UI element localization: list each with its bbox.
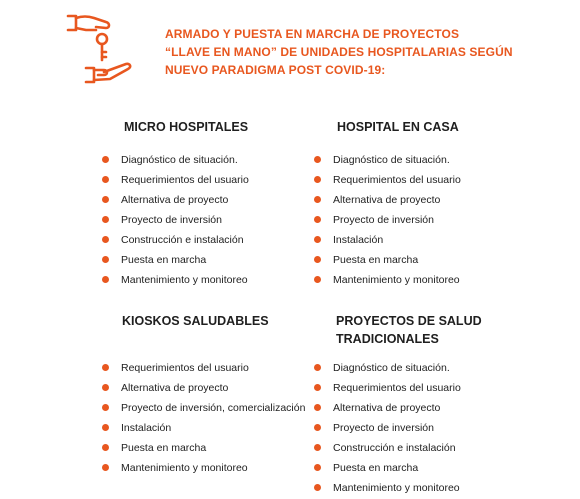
section-title-line: TRADICIONALES [336,332,439,346]
header-title-line: NUEVO PARADIGMA POST COVID-19: [165,63,386,77]
list-item [314,210,461,230]
list-item-label: Instalación [333,234,384,246]
bullet-icon [102,364,109,371]
list-item [314,230,461,250]
list-item [314,270,461,290]
list-item-label: Mantenimiento y monitoreo [333,482,460,494]
bullet-icon [314,216,321,223]
list-item-label: Puesta en marcha [121,442,207,454]
bullet-icon [314,256,321,263]
header-title-line: ARMADO Y PUESTA EN MARCHA DE PROYECTOS [165,27,460,41]
section-list [102,358,305,478]
section-micro-hospitales [102,118,249,290]
bullet-icon [102,176,109,183]
list-item-label: Instalación [121,422,172,434]
bullet-icon [314,464,321,471]
list-item [102,170,249,190]
list-item-label: Requerimientos del usuario [121,362,249,374]
bullet-icon [314,156,321,163]
list-item-label: Requerimientos del usuario [333,174,461,186]
section-title [336,312,482,348]
list-item-label: Puesta en marcha [121,254,207,266]
list-item-label: Diagnóstico de situación. [121,154,238,166]
list-item-label: Mantenimiento y monitoreo [121,274,248,286]
list-item [314,418,482,438]
list-item [314,170,461,190]
bullet-icon [314,196,321,203]
bullet-icon [102,236,109,243]
list-item-label: Alternativa de proyecto [333,402,441,414]
list-item [314,398,482,418]
list-item [314,250,461,270]
bullet-icon [102,256,109,263]
list-item [314,150,461,170]
key-hand-icon [66,12,140,86]
bullet-icon [102,156,109,163]
list-item-label: Construcción e instalación [333,442,456,454]
bullet-icon [102,196,109,203]
list-item-label: Puesta en marcha [333,254,419,266]
list-item-label: Proyecto de inversión [333,422,434,434]
header-title [165,25,565,79]
bullet-icon [314,384,321,391]
list-item-label: Mantenimiento y monitoreo [333,274,460,286]
section-list [314,150,461,290]
list-item-label: Requerimientos del usuario [333,382,461,394]
bullet-icon [102,444,109,451]
header-title-line: “LLAVE EN MANO” DE UNIDADES HOSPITALARIAS SEGÚN [165,45,513,59]
bullet-icon [102,464,109,471]
bullet-icon [102,424,109,431]
list-item-label: Diagnóstico de situación. [333,154,450,166]
list-item-label: Alternativa de proyecto [121,382,229,394]
list-item [314,458,482,478]
list-item [314,190,461,210]
list-item [102,210,249,230]
bullet-icon [102,216,109,223]
list-item-label: Requerimientos del usuario [121,174,249,186]
section-proyectos-tradicionales [314,312,482,498]
bullet-icon [102,404,109,411]
bullet-icon [102,276,109,283]
list-item [102,418,305,438]
list-item [102,270,249,290]
list-item [102,358,305,378]
bullet-icon [314,276,321,283]
bullet-icon [314,484,321,491]
list-item-label: Diagnóstico de situación. [333,362,450,374]
bullet-icon [314,444,321,451]
list-item [102,398,305,418]
section-title: MICRO HOSPITALES [124,120,249,134]
list-item [314,378,482,398]
list-item [102,230,249,250]
section-kioskos-saludables [102,312,305,478]
list-item [314,478,482,498]
bullet-icon [314,424,321,431]
list-item-label: Proyecto de inversión, comercialización [121,402,306,414]
section-hospital-en-casa [314,118,461,290]
bullet-icon [314,364,321,371]
section-title-line: PROYECTOS DE SALUD [336,314,482,328]
section-list [314,358,482,498]
list-item-label: Proyecto de inversión [333,214,434,226]
section-title: HOSPITAL EN CASA [337,120,459,134]
list-item-label: Alternativa de proyecto [121,194,229,206]
bullet-icon [314,404,321,411]
list-item [102,458,305,478]
list-item [102,150,249,170]
bullet-icon [314,236,321,243]
bullet-icon [102,384,109,391]
list-item-label: Proyecto de inversión [121,214,222,226]
list-item [102,438,305,458]
list-item-label: Puesta en marcha [333,462,419,474]
list-item [102,250,249,270]
list-item-label: Mantenimiento y monitoreo [121,462,248,474]
list-item [102,190,249,210]
list-item [314,438,482,458]
section-title: KIOSKOS SALUDABLES [122,314,269,328]
list-item-label: Construcción e instalación [121,234,244,246]
section-list [102,150,249,290]
list-item-label: Alternativa de proyecto [333,194,441,206]
bullet-icon [314,176,321,183]
list-item [314,358,482,378]
list-item [102,378,305,398]
